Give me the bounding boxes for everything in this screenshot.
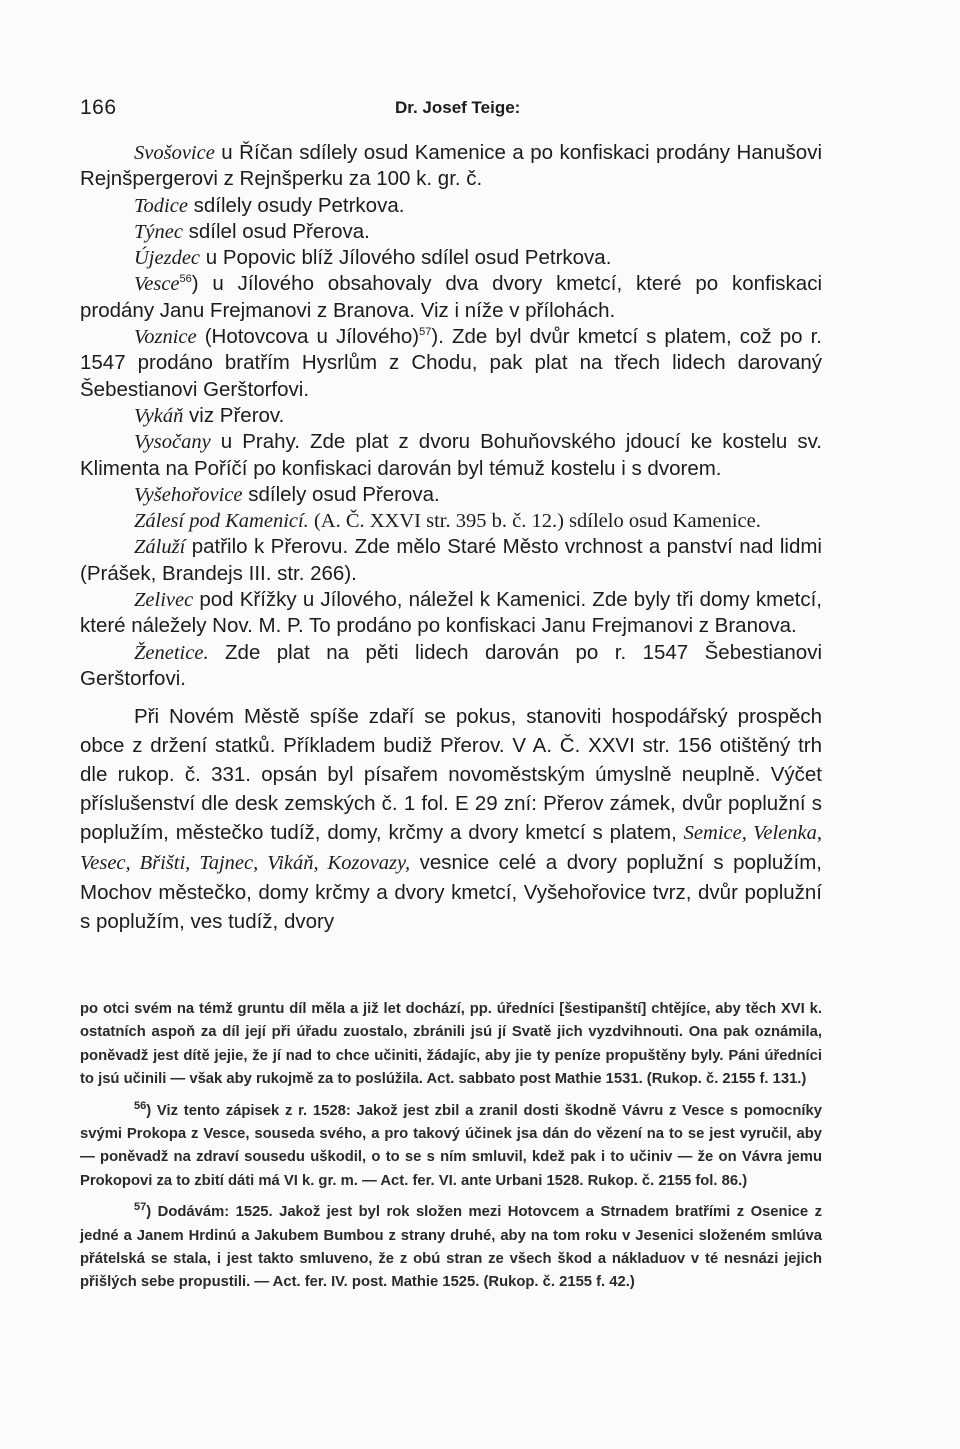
entry-zalesi — [80, 508, 822, 534]
footnote-continued: po otci svém na témž gruntu díl měla a již let dochází, pp. úředníci [šestipanští] chtějíce, aby těch XVI k. ostatních aspoň za díl její při úřadu zuostalo, zbránili jsú jí Svatě jich vyzdvihnouti. Ona pak oznámila, poněvadž jest dítě jejie, že jí nad to chce učiniti, žádajíc, aby jie ty peníze propuštěny byly. Páni úředníci to jsú učinili — však aby rukojmě za to poslúžila. Act. sabbato post Mathie 1531. (Rukop. č. 2155 f. 131.) — [80, 1001, 822, 1088]
entry-text: (Hotovcova u Jílového) — [196, 325, 420, 349]
entry-text: (A. Č. XXVI str. 395 b. č. 12.) sdílelo osud Kamenice. — [308, 510, 761, 533]
entry-vysocany — [80, 429, 822, 482]
entry-tynec — [80, 219, 822, 245]
paragraph-gap — [80, 692, 822, 702]
entry-text: ) u Jílového obsahovaly dva dvory kmetcí, které po konfiskaci prodány Janu Frejmanovi z Branova. Viz i níže v přílohách. — [80, 272, 822, 322]
footnotes — [80, 998, 822, 1295]
place-name: Zelivec — [134, 589, 194, 612]
entry-text: sdílely osud Přerova. — [242, 482, 440, 506]
place-name: Vykáň — [134, 404, 184, 427]
village-list: Semice, Velenka, Vesec, Břišti, Tajnec, Vikáň, Kozovazy, — [80, 822, 822, 875]
entry-text: sdílel osud Přerova. — [182, 219, 370, 243]
entry-vesce — [80, 271, 822, 324]
entry-text: sdílely osudy Petrkova. — [187, 193, 405, 217]
entry-text: Zde plat na pěti lidech darován po r. 1547 Šebestianovi Gerštorfovi. — [80, 640, 822, 690]
entry-text: viz Přerov. — [183, 403, 285, 427]
place-name: Zálesí pod Kamenicí. — [134, 510, 309, 533]
footnote-ref: 57 — [419, 326, 432, 339]
page-header — [80, 96, 820, 126]
footnote-gap — [80, 1193, 822, 1201]
entry-text: patřilo k Přerovu. Zde mělo Staré Město vrchnost a panství nad lidmi (Prášek, Brandejs III. str. 266). — [80, 535, 822, 585]
page-number: 166 — [80, 96, 117, 119]
footnote-ref: 56 — [179, 273, 192, 286]
entry-vysehorovice — [80, 482, 822, 508]
place-name: Vyšehořovice — [134, 483, 243, 506]
place-name: Týnec — [134, 220, 183, 243]
entry-zaluzi — [80, 534, 822, 587]
footnote-gap — [80, 1092, 822, 1100]
place-name: Ženetice. — [134, 641, 209, 664]
paragraph-text: Při Novém Městě spíše zdaří se pokus, stanoviti hospodářský prospěch obce z držení statků. Příkladem budiž Přerov. V A. Č. XXVI str. 156 otištěný trh dle rukop. č. 331. opsán byl písařem novoměstským úmyslně neuplně. Výčet příslušenství dle desk zemských č. 1 fol. E 29 zní: Přerov zámek, dvůr poplužní s poplužím, městečko tudíž, domy, krčmy a dvory kmetcí s platem, — [80, 705, 822, 845]
footnote-mark: 56 — [134, 1099, 147, 1112]
entry-text: u Popovic blíž Jílového sdílel osud Petrkova. — [200, 246, 612, 270]
footnote-text: ) Dodávám: 1525. Jakož jest byl rok složen mezi Hotovcem a Strnadem bratřími z Osenice z jedné a Janem Hrdinú a Jakubem Bumbou z strany druhé, aby na tom roku v Jesenici složeném smlúva přátelská se stala, i jest takto smluveno, že z obú stran ze všech škod a nákladuov v té nesnázi jejich přišlých sebe propustili. — Act. fer. IV. post. Mathie 1525. (Rukop. č. 2155 f. 42.) — [80, 1204, 822, 1291]
entry-zenetice — [80, 640, 822, 693]
entry-vykan — [80, 403, 822, 429]
paragraph-text: vesnice celé a dvory poplužní s poplužím, Mochov městečko, domy krčmy a dvory kmetcí, Vyšehořovice tvrz, dvůr poplužní s poplužím, ves tudíž, dvory — [80, 851, 822, 934]
running-head: Dr. Josef Teige: — [395, 98, 521, 117]
entry-text: pod Křížky u Jílového, náležel k Kamenici. Zde byly tři domy kmetcí, které náležely Nov. M. P. To prodáno po konfiskaci Janu Frejmanovi z Branova. — [80, 588, 822, 638]
place-name: Svošovice — [134, 142, 215, 164]
main-text — [80, 140, 822, 936]
place-name: Vysočany — [134, 431, 211, 454]
entry-text: u Říčan sdílely osud Kamenice a po konfiskaci prodány Hanušovi Rejnšpergerovi z Rejnšperku za 100 k. gr. č. — [80, 141, 822, 191]
place-name: Záluží — [134, 536, 186, 559]
entry-zelivec — [80, 587, 822, 640]
footnote-text: ) Viz tento zápisek z r. 1528: Jakož jest zbil a zranil dosti škodně Vávru z Vesce s pomocníky svými Prokopa z Vesce, souseda svého, a pro takový účinek jsa dán do vězení na to se jest vyručil, aby — poněvadž na zdraví sousedu uškodil, o to se s ním smluvil, kdež pak i to učiniv — že on Vávra jemu Prokopovi za to zbití dáti má VI k. gr. m. — Act. fer. VI. ante Urbani 1528. Rukop. č. 2155 fol. 86.) — [80, 1102, 822, 1189]
footnote-56 — [80, 1100, 822, 1194]
place-name: Vesce — [134, 273, 180, 296]
closing-paragraph — [80, 702, 822, 936]
footnote-mark: 57 — [134, 1201, 147, 1214]
entry-text: u Prahy. Zde plat z dvoru Bohuňovského jdoucí ke kostelu sv. Klimenta na Poříčí po konfiskaci darován byl témuž kostelu i s dvorem. — [80, 430, 822, 480]
place-name: Újezdec — [134, 247, 201, 270]
entry-ujezdec — [80, 245, 822, 271]
entry-voznice — [80, 324, 822, 403]
entry-svosovice — [80, 140, 822, 193]
footnote-57 — [80, 1201, 822, 1295]
entry-text: ). Zde byl dvůr kmetcí s platem, což po r. 1547 prodáno bratřím Hysrlům z Chodu, pak plat na třech lidech darovaný Šebestianovi Gerštorfovi. — [80, 325, 822, 401]
entry-todice — [80, 193, 822, 219]
place-name: Voznice — [134, 326, 197, 349]
place-name: Todice — [134, 194, 188, 217]
